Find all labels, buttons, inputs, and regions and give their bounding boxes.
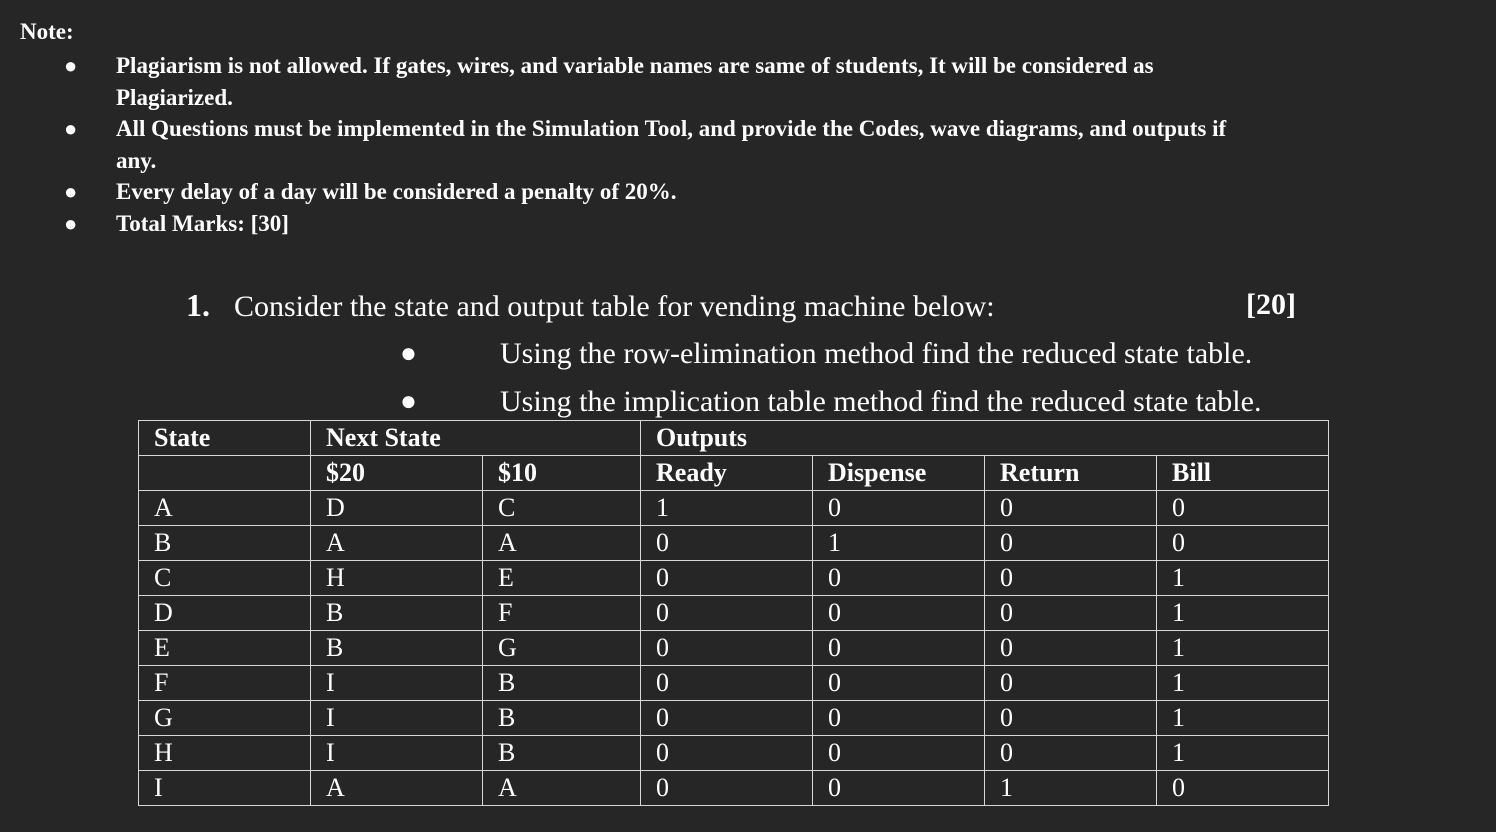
note-item-plagiarism	[0, 50, 1496, 113]
table-cell: H	[311, 561, 483, 596]
table-row	[139, 736, 1329, 771]
table-row	[139, 491, 1329, 526]
table-cell: A	[311, 526, 483, 561]
table-cell: F	[139, 666, 311, 701]
table-cell: 0	[813, 596, 985, 631]
table-cell: 1	[813, 526, 985, 561]
header-next-state: Next State	[311, 421, 641, 456]
table-cell: 0	[813, 736, 985, 771]
note-text: Plagiarized.	[116, 84, 233, 110]
table-cell: 0	[641, 666, 813, 701]
table-cell: 0	[813, 666, 985, 701]
table-cell: F	[483, 596, 641, 631]
table-cell: I	[311, 736, 483, 771]
header-outputs: Outputs	[641, 421, 1329, 456]
table-cell: 1	[985, 771, 1157, 806]
question-1	[186, 283, 1296, 329]
table-row	[139, 596, 1329, 631]
table-cell: D	[139, 596, 311, 631]
table-cell: 0	[985, 631, 1157, 666]
bullet-icon: ●	[400, 386, 417, 417]
subheader-cell: Return	[985, 456, 1157, 491]
table-cell: I	[311, 701, 483, 736]
table-cell: A	[483, 771, 641, 806]
table-cell: 0	[985, 526, 1157, 561]
header-state: State	[139, 421, 311, 456]
subheader-cell: Bill	[1157, 456, 1329, 491]
table-cell: 0	[813, 631, 985, 666]
subheader-cell: $10	[483, 456, 641, 491]
subitem-text: Using the implication table method find the reduced state table.	[500, 385, 1262, 418]
note-item-total-marks	[0, 208, 1496, 240]
subheader-cell: $20	[311, 456, 483, 491]
note-text: Total Marks: [30]	[116, 210, 289, 236]
table-cell: 0	[1157, 771, 1329, 806]
table-row	[139, 631, 1329, 666]
table-cell: 0	[985, 666, 1157, 701]
table-cell: 0	[641, 631, 813, 666]
note-item-penalty	[0, 176, 1496, 208]
table-cell: 1	[1157, 631, 1329, 666]
note-title: Note:	[20, 19, 74, 44]
table-cell: 0	[641, 561, 813, 596]
table-cell: 0	[985, 596, 1157, 631]
table-cell: A	[139, 491, 311, 526]
table-cell: 0	[641, 771, 813, 806]
bullet-icon: ●	[64, 116, 78, 141]
subitem-row-elimination	[0, 330, 1496, 378]
table-cell: 0	[641, 736, 813, 771]
table-cell: B	[311, 631, 483, 666]
subheader-cell	[139, 456, 311, 491]
bullet-icon: ●	[64, 179, 78, 204]
note-text: All Questions must be implemented in the Simulation Tool, and provide the Codes, wave diagrams, and outputs if	[116, 116, 1227, 141]
table-cell: B	[483, 701, 641, 736]
table-cell: A	[311, 771, 483, 806]
table-cell: B	[139, 526, 311, 561]
table-cell: G	[483, 631, 641, 666]
table-cell: B	[483, 666, 641, 701]
table-cell: I	[311, 666, 483, 701]
table-row	[139, 526, 1329, 561]
table-cell: G	[139, 701, 311, 736]
table-cell: E	[139, 631, 311, 666]
table-cell: 0	[985, 491, 1157, 526]
subitem-implication-table	[0, 378, 1496, 426]
table-cell: 0	[985, 736, 1157, 771]
table-cell: 1	[1157, 666, 1329, 701]
table-cell: C	[139, 561, 311, 596]
question-number: 1.	[186, 287, 210, 323]
table-header-row	[139, 421, 1329, 456]
question-text: Consider the state and output table for vending machine below:	[234, 290, 995, 323]
table-cell: 1	[1157, 561, 1329, 596]
note-item-simulation	[0, 113, 1496, 176]
table-cell: 1	[1157, 736, 1329, 771]
bullet-icon: ●	[64, 53, 78, 78]
table-cell: 0	[813, 701, 985, 736]
question-subitems	[0, 330, 1496, 426]
table-cell: 0	[813, 771, 985, 806]
table-row	[139, 561, 1329, 596]
subitem-text: Using the row-elimination method find the reduced state table.	[500, 337, 1253, 370]
note-text: Plagiarism is not allowed. If gates, wires, and variable names are same of students, It will be considered as	[116, 53, 1154, 78]
table-cell: 0	[641, 596, 813, 631]
table-body	[139, 491, 1329, 806]
table-cell: 0	[1157, 491, 1329, 526]
table-cell: 0	[1157, 526, 1329, 561]
table-cell: I	[139, 771, 311, 806]
table-cell: B	[483, 736, 641, 771]
note-text: Every delay of a day will be considered a penalty of 20%.	[116, 179, 677, 204]
table-cell: 0	[813, 491, 985, 526]
table-cell: B	[311, 596, 483, 631]
table-cell: H	[139, 736, 311, 771]
table-cell: 0	[641, 701, 813, 736]
table-subheader-row	[139, 456, 1329, 491]
bullet-icon: ●	[64, 210, 78, 236]
table-cell: 0	[985, 561, 1157, 596]
subheader-cell: Ready	[641, 456, 813, 491]
table-cell: 1	[1157, 701, 1329, 736]
table-row	[139, 701, 1329, 736]
table-cell: D	[311, 491, 483, 526]
table-cell: A	[483, 526, 641, 561]
table-cell: 1	[1157, 596, 1329, 631]
table-cell: 1	[641, 491, 813, 526]
note-list	[0, 50, 1496, 239]
state-output-table	[138, 420, 1329, 806]
table-cell: 0	[985, 701, 1157, 736]
table-cell: C	[483, 491, 641, 526]
table-cell: 0	[813, 561, 985, 596]
bullet-icon: ●	[400, 338, 417, 369]
table-row	[139, 666, 1329, 701]
question-marks: [20]	[1246, 288, 1296, 321]
table-cell: 0	[641, 526, 813, 561]
note-text: any.	[116, 147, 157, 173]
table-cell: E	[483, 561, 641, 596]
subheader-cell: Dispense	[813, 456, 985, 491]
table-row	[139, 771, 1329, 806]
